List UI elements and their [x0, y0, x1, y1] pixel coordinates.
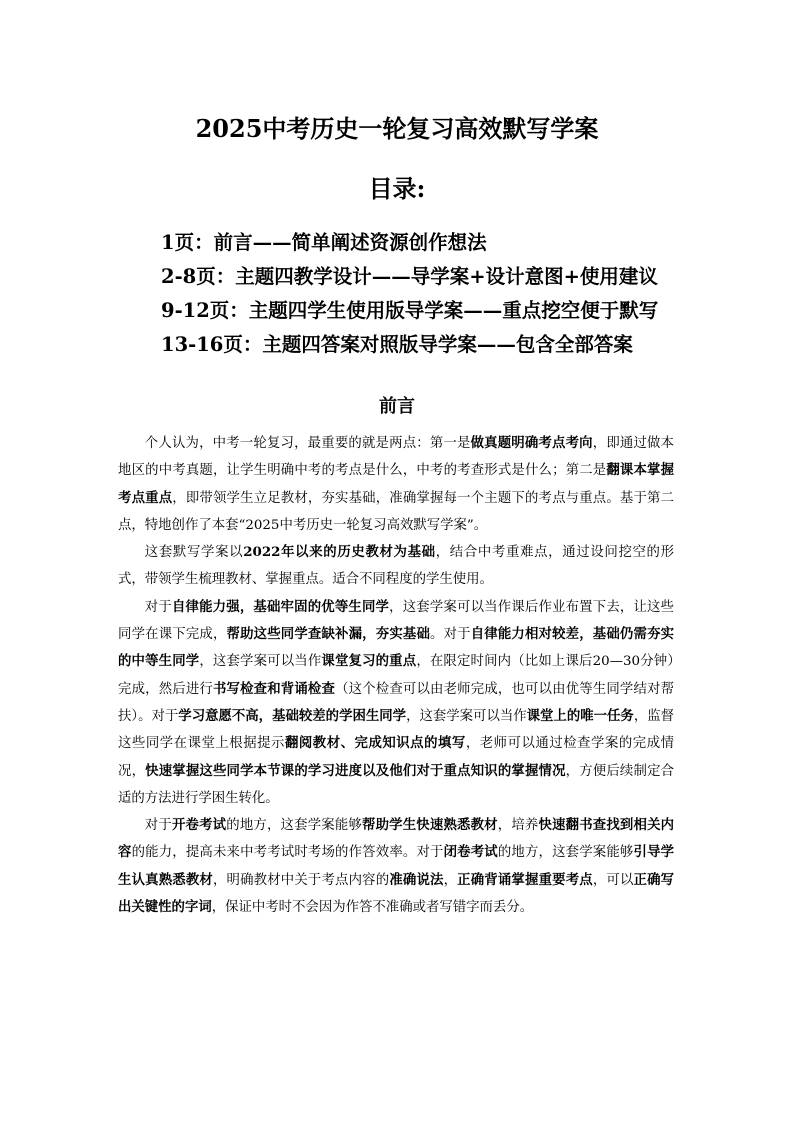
- paragraph-text: ，结合中考重难点，通过设问挖空的形式，带领学生梳理教材、掌握重点。适合不同程度的学生使用。: [118, 545, 675, 588]
- emphasis-text: 引导学生认真熟悉教材: [118, 844, 675, 888]
- paragraph-text: ，即带领学生立足教材，夯实基础，准确掌握每一个主题下的考点与重点。基于第二点，特地创作了本套“2025中考历史一轮复习高效默写学案”。: [118, 490, 675, 533]
- toc-item: 2-8页：主题四教学设计——导学案+设计意图+使用建议: [161, 265, 658, 288]
- toc-item: 1页：前言——简单阐述资源创作想法: [161, 231, 487, 254]
- paragraph-text: ，保证中考时不会因为作答不准确或者写错字而丢分。: [211, 900, 534, 916]
- preface-heading: 前言: [379, 396, 415, 417]
- paragraph-text: 的地方，这套学案能够: [497, 845, 634, 861]
- emphasis-text: 书写检查和背诵检查: [212, 680, 336, 697]
- paragraph-text: 这套默写学案以: [144, 545, 244, 561]
- emphasis-text: 课堂上的唯一任务: [526, 707, 634, 724]
- emphasis-text: 翻阅教材、完成知识点的填写: [284, 735, 466, 752]
- emphasis-text: 正确背诵掌握重要考点: [457, 871, 593, 888]
- preface-body: [118, 430, 674, 921]
- paragraph-text: ，可以: [592, 872, 634, 888]
- paragraph-text: 的能力，提高未来中考考试时考场的作答效率。对于: [131, 845, 444, 861]
- paragraph-text: ，老师可以通过检查学案的完成情况，: [118, 736, 675, 779]
- emphasis-text: 快速掌握这些同学本节课的学习进度以及他们对于重点知识的掌握情况: [145, 762, 566, 779]
- document-title: 2025中考历史一轮复习高效默写学案: [195, 114, 599, 143]
- paragraph-text: ，在限定时间内（比如上课后20—30分钟）完成，然后进行: [118, 654, 675, 697]
- paragraph-text: ，明确教材中关于考点内容的: [212, 872, 390, 888]
- preface-paragraph: [118, 812, 674, 921]
- toc-item: 9-12页：主题四学生使用版导学案——重点挖空便于默写: [161, 299, 659, 322]
- emphasis-text: 快速翻书查找到相关内容: [118, 817, 675, 861]
- emphasis-text: 帮助学生快速熟悉教材: [362, 817, 498, 834]
- paragraph-text: 的地方，这套学案能够: [226, 818, 362, 834]
- emphasis-text: 做真题明确考点考向: [470, 435, 593, 451]
- preface-paragraph: [118, 430, 674, 539]
- emphasis-text: 准确说法: [389, 871, 444, 888]
- paragraph-text: 个人认为，中考一轮复习，最重要的就是两点：第一是: [144, 436, 471, 451]
- paragraph-text: （这个检查可以由老师完成，也可以由优等生同学结对帮扶）。对于: [118, 681, 675, 724]
- paragraph-text: ，这套学案可以当作课后作业布置下去，让这些同学在课下完成，: [118, 599, 675, 643]
- emphasis-text: 帮助这些同学查缺补漏，夯实基础: [226, 626, 431, 643]
- emphasis-text: 翻课本掌握考点重点: [118, 462, 675, 506]
- paragraph-text: ，监督这些同学在课堂上根据提示: [118, 708, 675, 752]
- emphasis-text: 学习意愿不高，基础较差的学困生同学: [178, 707, 407, 724]
- emphasis-text: 开卷考试: [171, 817, 227, 834]
- toc-heading: 目录:: [368, 174, 426, 203]
- toc-item: 13-16页：主题四答案对照版导学案——包含全部答案: [161, 333, 633, 356]
- paragraph-text: 对于: [144, 818, 172, 834]
- preface-paragraph: [118, 539, 674, 594]
- paragraph-text: ，这套学案可以当作: [406, 708, 527, 724]
- emphasis-text: 闭卷考试: [443, 844, 498, 861]
- emphasis-text: 自律能力相对较差，基础仍需夯实的中等生同学: [118, 626, 675, 670]
- paragraph-text: ，方便后续制定合适的方法进行学困生转化。: [118, 763, 675, 806]
- paragraph-text: ，即通过做本地区的中考真题，让学生明确中考的考点是什么，中考的考查形式是什么；第二是: [118, 436, 675, 479]
- paragraph-text: ，培养: [497, 818, 539, 834]
- paragraph-text: ，: [443, 872, 458, 888]
- paragraph-text: ，这套学案可以当作: [199, 654, 322, 670]
- preface-paragraph: [118, 594, 674, 812]
- emphasis-text: 课堂复习的重点: [321, 653, 417, 670]
- paragraph-text: 对于: [144, 599, 172, 615]
- emphasis-text: 自律能力强，基础牢固的优等生同学: [171, 598, 390, 615]
- emphasis-text: 正确写出关键性的字词: [118, 871, 675, 916]
- paragraph-text: 。对于: [430, 627, 471, 643]
- emphasis-text: 2022年以来的历史教材为基础: [243, 544, 436, 561]
- table-of-contents: [161, 226, 721, 362]
